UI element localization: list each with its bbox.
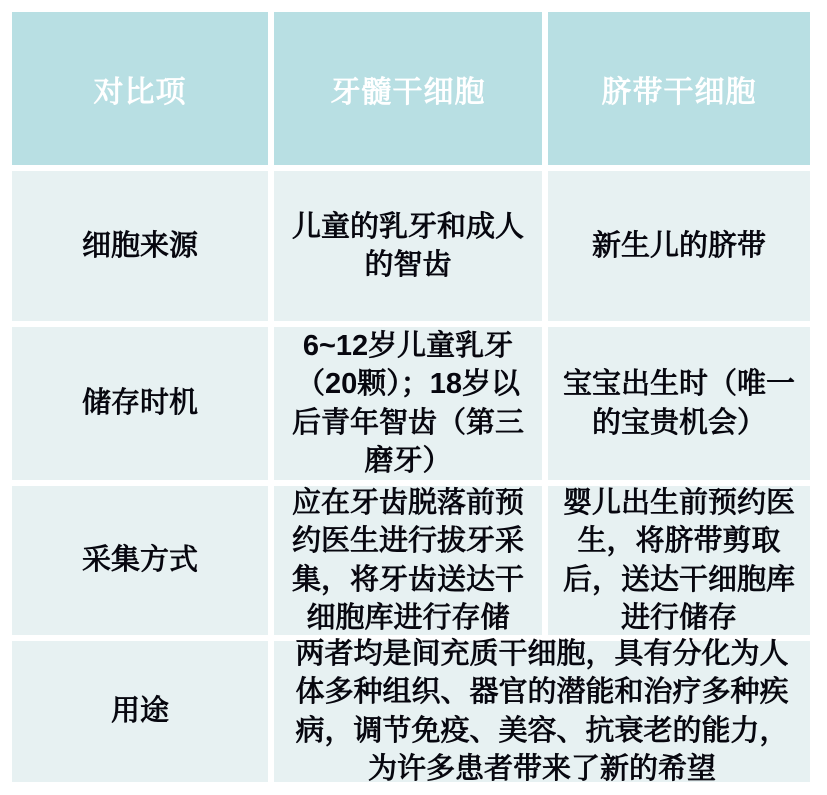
- row-label-cell-collection: 采集方式: [12, 486, 268, 635]
- row-label-cell-source: 细胞来源: [12, 171, 268, 321]
- cell-usage-merged: 两者均是间充质干细胞，具有分化为人体多种组织、器官的潜能和治疗多种疾病，调节免疫、美容、抗衰老的能力，为许多患者带来了新的希望: [274, 641, 810, 782]
- comparison-table: [12, 12, 810, 785]
- cell-source-cord: 新生儿的脐带: [548, 171, 810, 321]
- header-cell-umbilical-cord-stem-cells: 脐带干细胞: [548, 12, 810, 165]
- cell-timing-dental: 6~12岁儿童乳牙（20颗）；18岁以后青年智齿（第三磨牙）: [274, 327, 542, 480]
- cell-collection-cord: 婴儿出生前预约医生，将脐带剪取后，送达干细胞库进行储存: [548, 486, 810, 635]
- header-cell-dental-pulp-stem-cells: 牙髓干细胞: [274, 12, 542, 165]
- row-label-cell-timing: 储存时机: [12, 327, 268, 480]
- cell-source-dental: 儿童的乳牙和成人的智齿: [274, 171, 542, 321]
- header-cell-compare-item: 对比项: [12, 12, 268, 165]
- cell-collection-dental: 应在牙齿脱落前预约医生进行拔牙采集，将牙齿送达干细胞库进行存储: [274, 486, 542, 635]
- cell-timing-cord: 宝宝出生时（唯一的宝贵机会）: [548, 327, 810, 480]
- row-label-cell-usage: 用途: [12, 641, 268, 782]
